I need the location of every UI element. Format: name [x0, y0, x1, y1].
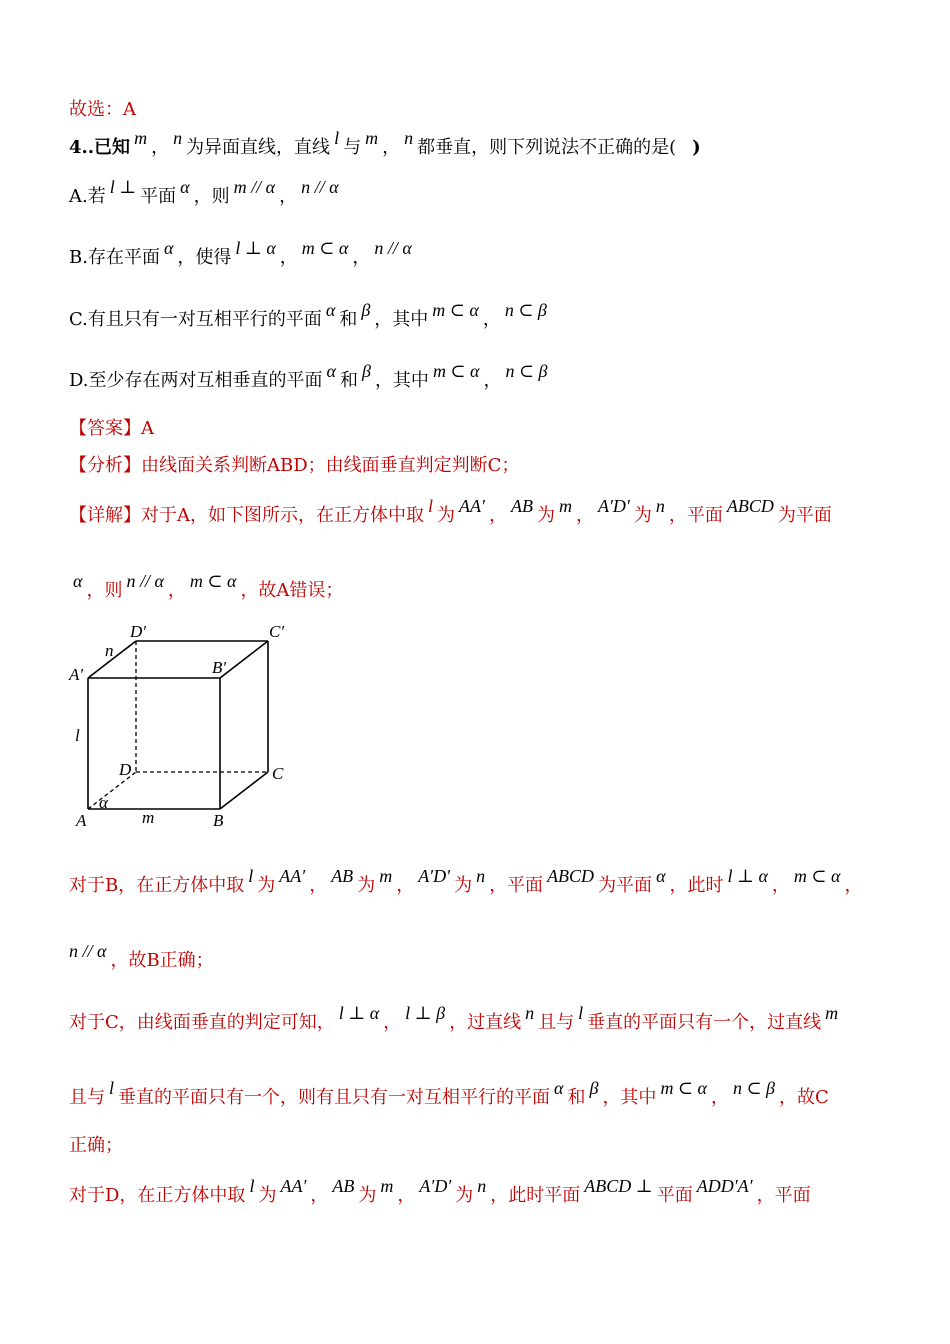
math-expression: n ⊂ β: [504, 300, 547, 320]
math-expression: AB: [510, 496, 533, 516]
math-expression: m ⊂ α: [189, 571, 237, 591]
text-segment: ，: [397, 1185, 416, 1206]
math-expression: m: [379, 866, 393, 886]
math-expression: m ⊂ α: [301, 238, 349, 258]
math-expression: α: [554, 1078, 564, 1098]
math-expression: A′D′: [419, 1176, 452, 1196]
text-segment: B.存在平面: [69, 247, 160, 268]
math-expression: A′D′: [597, 496, 630, 516]
option-a: [69, 177, 343, 208]
math-expression: n ⊂ β: [732, 1078, 776, 1098]
text-segment: 为: [633, 505, 652, 526]
math-expression: n: [476, 866, 486, 886]
text-segment: 正确；: [69, 1135, 123, 1156]
text-segment: 由线面关系判断ABD；由线面垂直判定判断C；: [141, 455, 520, 476]
text-segment: 且与: [69, 1087, 105, 1108]
math-expression: m ⊂ α: [660, 1078, 707, 1098]
math-expression: α: [326, 361, 336, 381]
text-segment: ，平面: [668, 505, 723, 526]
math-expression: n: [655, 496, 665, 516]
text-segment: 对于B，在正方体中取: [69, 875, 245, 896]
text-segment: ，故C: [779, 1087, 829, 1108]
detail-c-line1: [69, 1003, 842, 1034]
math-expression: l: [334, 128, 340, 148]
text-segment: ，: [279, 247, 298, 268]
text-segment: ，: [382, 137, 401, 158]
detail-a-line1: [69, 496, 832, 527]
math-expression: m: [134, 128, 148, 148]
math-expression: n ⊂ β: [505, 361, 548, 381]
math-expression: l: [248, 866, 254, 886]
text-segment: ，: [710, 1087, 729, 1108]
math-expression: m // α: [233, 177, 276, 197]
option-c: [69, 300, 551, 331]
math-expression: m: [365, 128, 379, 148]
math-expression: ABCD: [547, 866, 595, 886]
text-segment: ): [692, 137, 701, 158]
text-segment: ，使得: [177, 247, 232, 268]
math-expression: m: [558, 496, 572, 516]
text-segment: ，则: [193, 186, 230, 207]
text-segment: 和: [339, 309, 358, 330]
text-segment: C.有且只有一对互相平行的平面: [69, 309, 322, 330]
cube-edge: [220, 772, 268, 809]
math-expression: ABCD: [726, 496, 774, 516]
detail-c-line2: [69, 1078, 829, 1109]
math-expression: α: [180, 177, 190, 197]
math-expression: l: [428, 496, 434, 516]
text-segment: ，: [844, 875, 863, 896]
text-segment: 与: [343, 137, 362, 158]
math-expression: AB: [331, 866, 354, 886]
vertex-label-d: D: [119, 760, 132, 779]
math-expression: α: [73, 571, 83, 591]
text-segment: ，: [575, 505, 594, 526]
math-expression: l ⊥ β: [405, 1003, 446, 1023]
text-segment: ，: [383, 1012, 402, 1033]
text-segment: ，其中: [602, 1087, 657, 1108]
text-segment: 对于D，在正方体中取: [69, 1185, 246, 1206]
math-expression: m ⊂ α: [432, 361, 480, 381]
math-expression: m ⊂ α: [432, 300, 479, 320]
text-segment: ，则: [86, 580, 123, 601]
answer-line: [69, 418, 154, 440]
text-segment: D.至少存在两对互相垂直的平面: [69, 370, 323, 391]
math-expression: m ⊂ α: [793, 866, 841, 886]
vertex-label-b1: B′: [212, 658, 227, 677]
option-d: [69, 361, 552, 392]
text-segment: A.若: [69, 186, 106, 207]
math-expression: l: [249, 1176, 255, 1196]
text-segment: ，: [483, 370, 502, 391]
detail-c-line3: [69, 1135, 123, 1157]
math-expression: n // α: [301, 177, 339, 197]
text-segment: ，: [151, 137, 170, 158]
text-segment: ，故A错误；: [240, 580, 344, 601]
text-segment: 为: [536, 505, 555, 526]
math-expression: n: [477, 1176, 487, 1196]
text-segment: 4..已知: [69, 137, 131, 158]
text-segment: ，故B正确；: [110, 950, 214, 971]
text-segment: 和: [339, 370, 358, 391]
math-expression: α: [656, 866, 666, 886]
math-expression: β: [361, 300, 371, 320]
edge-label-l: l: [75, 726, 80, 745]
text-segment: ，: [167, 580, 186, 601]
text-segment: 为: [437, 505, 456, 526]
prev-answer-line: [69, 99, 136, 121]
text-segment: 垂直的平面只有一个，则有且只有一对互相平行的平面: [118, 1087, 551, 1108]
math-expression: l: [109, 1078, 115, 1098]
math-expression: n // α: [374, 238, 412, 258]
text-segment: ，此时平面: [490, 1185, 581, 1206]
text-segment: 为: [454, 875, 473, 896]
vertex-label-c1: C′: [269, 622, 285, 641]
option-b: [69, 238, 416, 269]
math-expression: l ⊥ α: [235, 238, 276, 258]
math-expression: AA′: [279, 866, 306, 886]
text-segment: 且与: [538, 1012, 575, 1033]
edge-label-n: n: [105, 641, 114, 660]
text-segment: ，其中: [374, 370, 429, 391]
text-segment: 【详解】: [69, 505, 141, 526]
text-segment: A: [141, 418, 154, 439]
math-expression: AA′: [280, 1176, 307, 1196]
text-segment: ，此时: [669, 875, 724, 896]
cube-figure: [60, 618, 300, 833]
vertex-label-a: A: [76, 811, 87, 830]
detail-a-line2: [69, 571, 344, 602]
text-segment: A: [123, 99, 136, 120]
math-expression: l: [578, 1003, 584, 1023]
math-expression: n // α: [69, 941, 107, 961]
text-segment: 都垂直，则下列说法不正确的是(: [417, 137, 677, 158]
math-expression: n: [525, 1003, 535, 1023]
detail-b-line2: [69, 941, 214, 972]
text-segment: ，: [396, 875, 415, 896]
math-expression: m: [380, 1176, 394, 1196]
text-segment: ，平面: [756, 1185, 811, 1206]
math-expression: β: [361, 361, 371, 381]
text-segment: ，平面: [489, 875, 544, 896]
text-segment: 平面: [656, 1185, 693, 1206]
question-4-stem: [69, 128, 701, 159]
vertex-label-a1: A′: [69, 665, 84, 684]
math-expression: l ⊥ α: [727, 866, 768, 886]
text-segment: 对于C，由线面垂直的判定可知，: [69, 1012, 335, 1033]
math-expression: n: [173, 128, 183, 148]
text-segment: 【答案】: [69, 418, 141, 439]
text-segment: ，: [309, 875, 328, 896]
plane-label-alpha: α: [99, 793, 108, 812]
math-expression: n: [404, 128, 414, 148]
math-expression: n // α: [126, 571, 164, 591]
text-segment: 为: [358, 1185, 377, 1206]
analysis-line: [69, 455, 519, 477]
text-segment: 为异面直线，直线: [186, 137, 331, 158]
detail-d-line1: [69, 1176, 811, 1207]
text-segment: 为平面: [598, 875, 653, 896]
text-segment: 对于A，如下图所示，在正方体中取: [141, 505, 424, 526]
text-segment: ，: [279, 186, 298, 207]
edge-label-m: m: [142, 808, 155, 827]
math-expression: AA′: [459, 496, 485, 516]
text-segment: ，其中: [374, 309, 429, 330]
math-expression: m: [825, 1003, 839, 1023]
text-segment: ，: [771, 875, 790, 896]
vertex-label-b: B: [213, 811, 224, 830]
text-segment: 垂直的平面只有一个，过直线: [587, 1012, 822, 1033]
text-segment: 【分析】: [69, 455, 141, 476]
text-segment: 为: [258, 1185, 277, 1206]
text-segment: 平面: [140, 186, 177, 207]
math-expression: ABCD ⊥: [584, 1176, 653, 1196]
vertex-label-d1: D′: [130, 622, 146, 641]
text-segment: 为平面: [777, 505, 832, 526]
vertex-label-c: C: [272, 764, 284, 783]
text-segment: ，: [352, 247, 371, 268]
math-expression: ADD′A′: [696, 1176, 753, 1196]
text-segment: 和: [567, 1087, 586, 1108]
text-segment: ，: [482, 309, 501, 330]
text-segment: ，过直线: [449, 1012, 522, 1033]
math-expression: AB: [332, 1176, 355, 1196]
cube-edge: [220, 641, 268, 678]
math-expression: l ⊥: [109, 177, 137, 197]
text-segment: 为: [257, 875, 276, 896]
math-expression: α: [325, 300, 336, 320]
detail-b-line1: [69, 866, 863, 897]
math-expression: l ⊥ α: [338, 1003, 380, 1023]
text-segment: ，: [488, 505, 507, 526]
text-segment: 为: [357, 875, 376, 896]
text-segment: 故选：: [69, 99, 123, 120]
text-segment: ，: [310, 1185, 329, 1206]
math-expression: A′D′: [418, 866, 451, 886]
math-expression: α: [163, 238, 174, 258]
text-segment: 为: [455, 1185, 474, 1206]
math-expression: β: [589, 1078, 599, 1098]
